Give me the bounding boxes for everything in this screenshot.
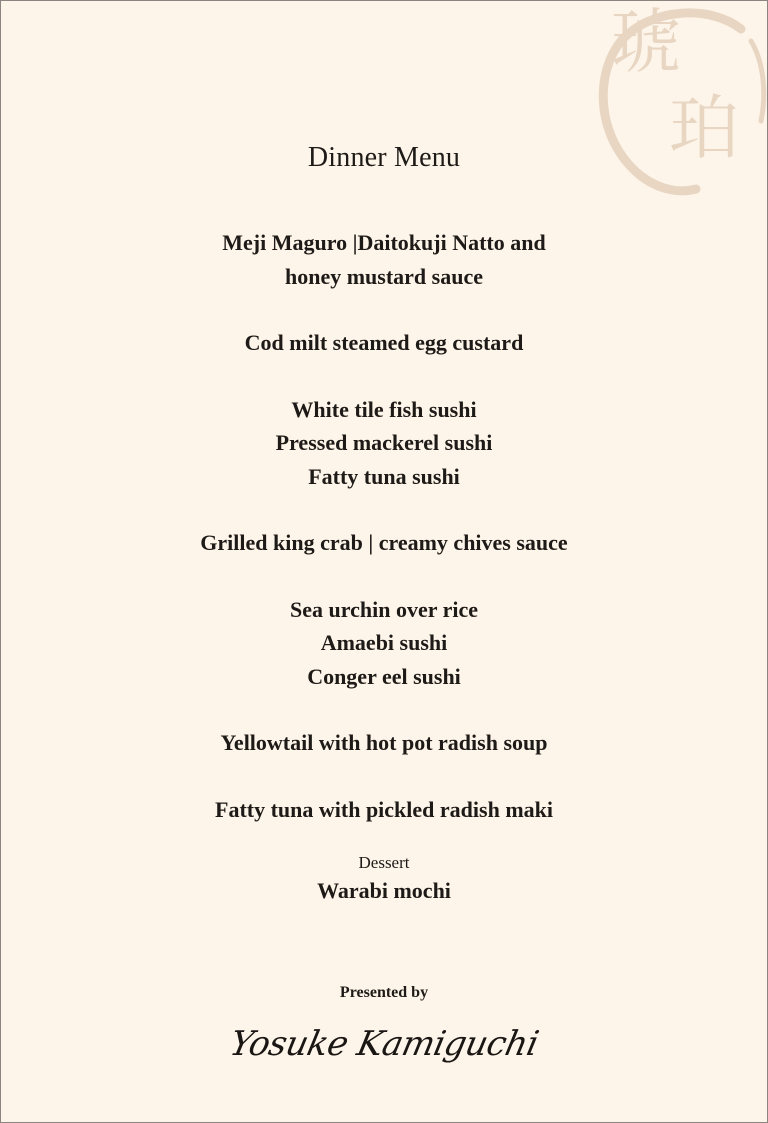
chef-signature: Yosuke Kamiguchi <box>226 1024 542 1064</box>
menu-title: Dinner Menu <box>307 142 461 173</box>
dish: Fatty tuna with pickled radish maki <box>215 796 553 822</box>
course-4 <box>1 526 767 560</box>
dessert-label: Dessert <box>358 853 410 872</box>
dish: Meji Maguro |Daitokuji Natto and <box>222 230 546 255</box>
course-5 <box>1 593 767 694</box>
course-1 <box>1 226 767 293</box>
dish: Cod milt steamed egg custard <box>244 330 524 355</box>
course-3 <box>1 393 767 494</box>
seal-character-2: 珀 <box>669 87 739 169</box>
course-2 <box>1 326 767 360</box>
dish: Fatty tuna sushi <box>308 463 460 489</box>
course-6 <box>1 726 767 760</box>
menu-courses <box>1 226 767 908</box>
presented-by: Presented by <box>339 984 429 1001</box>
dish: honey mustard sauce <box>284 263 483 289</box>
dish: Pressed mackerel sushi <box>275 430 493 455</box>
dish: Grilled king crab | creamy chives sauce <box>200 530 568 555</box>
dish: White tile fish sushi <box>291 396 477 422</box>
dish: Conger eel sushi <box>307 663 461 689</box>
dish: Amaebi sushi <box>320 630 448 655</box>
course-7 <box>1 793 767 827</box>
seal-character-1: 琥 <box>611 1 681 83</box>
dish: Sea urchin over rice <box>290 596 478 622</box>
dessert-item: Warabi mochi <box>317 878 451 903</box>
dish: Yellowtail with hot pot radish soup <box>220 730 548 755</box>
